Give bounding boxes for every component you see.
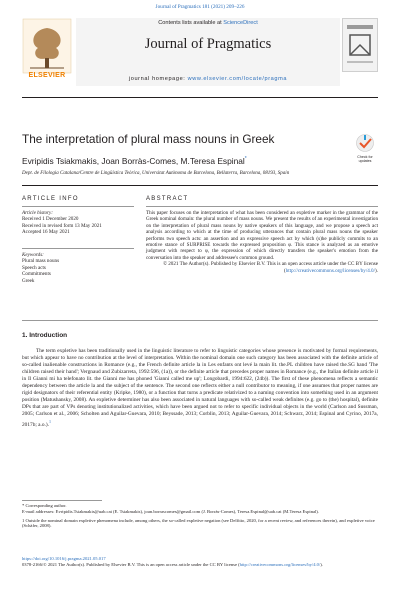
abstract-heading: ABSTRACT xyxy=(146,196,189,202)
history-revised: Received in revised form 13 May 2021 xyxy=(22,222,102,229)
doi-block xyxy=(22,556,378,568)
doi-license-link[interactable]: http://creativecommons.org/licenses/by/4.0/ xyxy=(239,561,321,567)
article-title: The interpretation of plural mass nouns in Greek xyxy=(22,132,275,146)
introduction-paragraph: The term expletive has been traditionally used in the linguistic literature to refer to linguistic categories whose presence is motivated by formal requirements, but which appear to have no contribution at the level of interpretation. Within the nominal domain one such category has been associated with the definite article of so-called inalienable constructions in Romance (e.g., the French definite article la in Les enfants ont levé la main lit. the.PL children have raised the.SG hand 'The children raised their hand'; Vergnaud and Zubizarreta, 1992:596, (1a)), or the definite article that precedes proper names in Romance (e.g., the Italian definite article il in Il Gianni mi ha telefonato lit. the Gianni me has phoned 'Gianni called me up'; Longobardi, 1994:622, (24b)). The first of these phenomena reflects a semantic dependency between the article la and the subject of the sentence. The second one reflects either a null contributor to meaning, if one assumes that proper names are rigid designators of their referential entity (Kripke, 1980), or a function that turns a predicate relativized to a naming convention into something used in an argument position (Matushansky, 2008). An expletive determiner has also been associated in natural languages with so-called weak definites (e.g. go to (the) hospital), definite DPs that are part of VPs denoting institutionalized activities, which have been argued not to refer to specific individual objects in the world (Carlson and Sussman, 2005; Carlson et al., 2006; Scholten and Aguilar-Guevara, 2010; Beyssade, 2013; Corblin, 2013; Aguilar-Guevara, 2014; Schwarz, 2014; Espinal and Cyrino, 2017a, 2017b; a.o.).$^1$ xyxy=(22,348,378,429)
corresponding-author-mark[interactable]: * xyxy=(244,156,247,163)
keyword-item: Plural mass nouns xyxy=(22,258,60,265)
footnote-1-ref[interactable]: 1 xyxy=(49,419,52,425)
masthead-rule xyxy=(22,97,378,98)
article-history: Article history: Received 1 December 2020 Received in revised form 13 May 2021 Accepted 16 May 2021 xyxy=(22,210,134,236)
keyword-item: Commitments xyxy=(22,271,51,278)
footnote-1: 1 Outside the nominal domain expletive phenomena include, among others, the so-called expletive negation (see Delfitto, 2020, for a recent review, and references therein), and expletive voice (Schäfer, 2008). xyxy=(22,517,375,529)
elsevier-wordmark: ELSEVIER xyxy=(28,72,66,79)
journal-cover-thumbnail xyxy=(342,18,378,72)
abstract-bottom-rule xyxy=(22,320,378,321)
crossmark-icon xyxy=(352,133,378,153)
footnote-rule xyxy=(22,500,102,501)
abstract-license: © 2021 The Author(s). Published by Elsevier B.V. This is an open access article under the CC BY license (http://creativecommons.org/licenses/by/4.0/). xyxy=(163,261,378,274)
author-affiliation: Dept. de Filologia Catalana/Centre de Lingüística Teòrica, Universitat Autònoma de Barcelona, Bellaterra, Barcelona, 08193, Spain xyxy=(22,171,290,176)
journal-homepage-line: journal homepage: www.elsevier.com/locate/pragma xyxy=(128,76,288,82)
keywords-list: Keywords: Plural mass nouns Speech acts Commitments Greek xyxy=(22,252,134,284)
sciencedirect-link[interactable]: ScienceDirect xyxy=(223,20,258,26)
introduction-heading: 1. Introduction xyxy=(22,332,68,339)
journal-homepage-link[interactable]: www.elsevier.com/locate/pragma xyxy=(187,76,288,82)
keywords-rule xyxy=(22,248,134,249)
keyword-item: Greek xyxy=(22,277,35,284)
footnote-emails: E-mail addresses: Evripidis.Tsiakmakis@uab.cat (E. Tsiakmakis), joan.borrascomes@gmail.com (J. Borràs-Comes), Teresa.Espinal@uab.cat (M.Teresa Espinal). xyxy=(22,508,319,514)
history-received: Received 1 December 2020 xyxy=(22,216,79,223)
history-accepted: Accepted 16 May 2021 xyxy=(22,229,70,236)
front-matter-rule xyxy=(22,185,378,186)
check-for-updates-label: Check for updates xyxy=(357,155,373,163)
footnote-corresponding: * Corresponding author. xyxy=(22,503,67,508)
check-for-updates-badge[interactable] xyxy=(352,133,378,163)
journal-banner xyxy=(76,18,340,86)
journal-title: Journal of Pragmatics xyxy=(144,36,272,52)
abstract-body xyxy=(146,210,378,274)
article-info-rule xyxy=(22,206,134,207)
article-info-heading: ARTICLE INFO xyxy=(22,196,79,202)
article-authors: Evripidis Tsiakmakis, Joan Borràs-Comes, M.Teresa Espinal* xyxy=(22,156,247,166)
contents-lists-line: Contents lists available at ScienceDirect xyxy=(158,20,258,26)
footnotes xyxy=(22,503,378,529)
journal-reference[interactable]: Journal of Pragmatics 181 (2021) 209–226 xyxy=(155,4,245,10)
abstract-license-link[interactable]: http://creativecommons.org/licenses/by/4.0/ xyxy=(285,267,376,274)
keyword-item: Speech acts xyxy=(22,264,46,271)
abstract-rule xyxy=(146,206,378,207)
abstract-text: This paper focuses on the interpretation of what has been considered an expletive marker in the grammar of the Greek nominal domain: the plural number of mass nouns. We present the results of an experimental investigation on the interpretation of plural mass nouns by native speakers of this language, and we propose a speech act analysis according to which at the time of producing utterances that contain plural mass nouns the speaker performs two speech acts: an assertion and an expressive speech act by which (s)he publicly commits to an emotive stance of SURPRISE towards the expressed proposition φ. This stance is analyzed as an emotive judgment with respect to φ, the expression of which directly transfers the speaker's emotion from the conversation into the speaker and addressee's common ground. xyxy=(146,210,378,261)
journal-masthead xyxy=(22,14,378,94)
doi-link[interactable]: https://doi.org/10.1016/j.pragma.2021.05.017 xyxy=(22,556,106,561)
doi-license-line: 0378-2166/© 2021 The Author(s). Published by Elsevier B.V. This is an open access article under the CC BY license (http://creativecommons.org/licenses/by/4.0/). xyxy=(22,561,323,567)
